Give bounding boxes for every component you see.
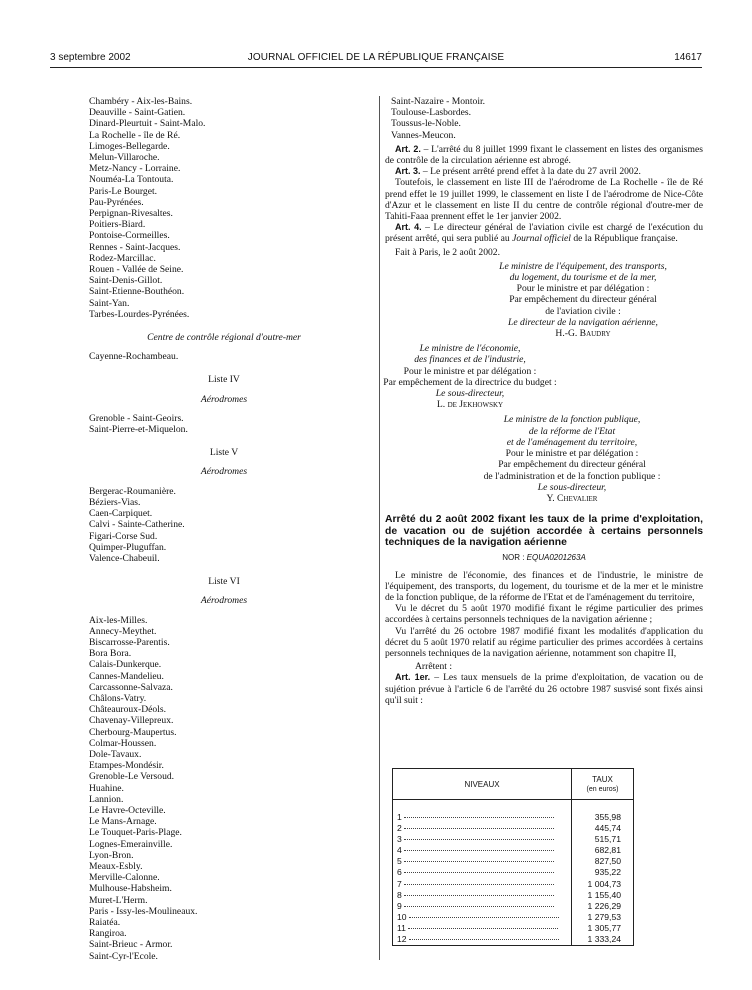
taux-cell: 1 226,29 — [587, 900, 621, 911]
list-item: Saint-Yan. — [89, 297, 130, 309]
list-item: Saint-Nazaire - Montoir. — [391, 96, 486, 107]
list-item: Dinard-Pleurtuit - Saint-Malo. — [89, 118, 206, 130]
taux-cell: 1 155,40 — [587, 889, 621, 900]
list-item: Merville-Calonne. — [89, 872, 160, 884]
list-item: Paris - Issy-les-Moulineaux. — [89, 905, 198, 917]
sig3-line5: Par empêchement du directeur général — [498, 459, 646, 471]
leader-dots — [404, 850, 554, 851]
list-item: Le Touquet-Paris-Plage. — [89, 827, 182, 839]
sig2-line3: Pour le ministre et par délégation : — [403, 365, 537, 377]
sig2-line4: Par empêchement de la directrice du budget : — [383, 376, 557, 388]
niveau-value: 4 — [397, 845, 402, 856]
list-item: Saint-Etienne-Bouthéon. — [89, 286, 185, 298]
list-item: Cherbourg-Maupertus. — [89, 726, 177, 738]
header-journal-title: JOURNAL OFFICIEL DE LA RÉPUBLIQUE FRANÇAISE — [247, 52, 505, 63]
nor-label: NOR : — [502, 553, 527, 563]
list-item: Le Mans-Arnage. — [89, 816, 157, 828]
table-row — [393, 834, 634, 845]
list-item: Tarbes-Lourdes-Pyrénées. — [89, 308, 190, 320]
leader-dots — [404, 817, 554, 818]
list-item: Metz-Nancy - Lorraine. — [89, 163, 181, 175]
col-taux-unit: (en euros) — [586, 785, 619, 793]
niveau-cell — [393, 834, 572, 845]
list-item: Calais-Dunkerque. — [89, 659, 162, 671]
list-item: Saint-Denis-Gillot. — [89, 275, 163, 287]
preamble-ministers: Le ministre de l'économie, des finances et de l'industrie, le ministre de l'équipement, des transports, du logement, du tourisme et de la mer et le ministre de la fonction publique, de la réforme de l'Etat et de l'aménagement du territoire, — [385, 569, 703, 603]
header-date: 3 septembre 2002 — [50, 52, 131, 63]
preamble-vu-decret: Vu le décret du 5 août 1970 modifié fixant le régime particulier des primes accordées à certains personnels techniques de la navigation aérienne ; — [385, 603, 703, 626]
niveau-cell — [393, 845, 572, 856]
niveau-cell — [393, 923, 572, 934]
list-item: Nouméa-La Tontouta. — [89, 174, 174, 186]
article-3 — [385, 166, 703, 177]
sig3-line1: Le ministre de la fonction publique, — [503, 414, 641, 426]
taux-cell: 1 305,77 — [587, 922, 621, 933]
niveau-value: 6 — [397, 867, 402, 878]
list-item: Châteauroux-Déols. — [89, 704, 166, 716]
aerodromes-v-heading: Aérodromes — [200, 466, 248, 478]
article-2-text: – L'arrêté du 8 juillet 1999 fixant le classement en listes des organismes de contrôle de la circulation aérienne est abrogé. — [385, 143, 703, 167]
sig1-name: H.-G. Baudry — [555, 328, 611, 340]
preamble-vu-arrete: Vu l'arrêté du 26 octobre 1987 modifié fixant les modalités d'application du décret du 5 août 1970 relatif au régime particulier des primes accordées à certains personnels techniques de la navigation aérienne, notamment son chapitre II, — [385, 625, 703, 659]
centre-item: Cayenne-Rochambeau. — [89, 351, 179, 363]
leader-dots — [408, 928, 558, 929]
leader-dots — [404, 872, 554, 873]
liste-vi-heading: Liste VI — [208, 576, 240, 588]
taux-cell: 935,22 — [594, 867, 621, 878]
list-item: Grenoble-Le Versoud. — [89, 771, 175, 783]
list-item: Carcassonne-Salvaza. — [89, 681, 173, 693]
list-item: Rennes - Saint-Jacques. — [89, 241, 181, 253]
list-item: Saint-Cyr-l'Ecole. — [89, 950, 158, 962]
niveau-value: 9 — [397, 900, 402, 911]
aerodromes-vi-heading: Aérodromes — [200, 595, 248, 607]
aerodrome-list-v — [89, 486, 359, 564]
list-item: Vannes-Meucon. — [391, 129, 456, 141]
niveau-value: 11 — [397, 922, 406, 933]
list-item: Lannion. — [89, 793, 124, 805]
taux-cell: 355,98 — [594, 812, 621, 822]
niveau-cell — [393, 879, 572, 890]
aerodrome-list-iii-continued — [89, 96, 359, 320]
niveau-value: 10 — [397, 911, 407, 922]
article-1-text: – Les taux mensuels de la prime d'exploitation, de vacation ou de sujétion prévue à l'article 6 de l'arrêté du 26 octobre 1987 susvisé sont fixés ainsi qu'il suit : — [385, 672, 703, 706]
list-item: Bora Bora. — [89, 648, 132, 660]
niveau-cell — [393, 856, 572, 867]
article-3-paragraph-2: Toutefois, le classement en liste III de l'aérodrome de La Rochelle - île de Ré prend effet le 19 juillet 1999, le classement en liste I de l'aérodrome de Nice-Côte d'Azur et le classement en liste II du centre de contrôle régional d'outre-mer de Tahiti-Faaa prennent effet le 1er janvier 2002. — [385, 177, 703, 223]
list-item: Aix-les-Milles. — [89, 614, 148, 626]
header-rule — [50, 67, 702, 68]
niveau-value: 1 — [397, 812, 402, 822]
taux-cell: 515,71 — [594, 834, 621, 845]
list-item: Paris-Le Bourget. — [89, 185, 158, 197]
list-item: Chambéry - Aix-les-Bains. — [89, 96, 193, 107]
sig3-line6: de l'administration et de la fonction publique : — [483, 470, 661, 482]
leader-dots — [404, 906, 554, 907]
niveau-cell — [393, 934, 572, 946]
article-4-label: Art. 4. — [395, 222, 422, 233]
leader-dots — [404, 895, 554, 896]
leader-dots — [404, 839, 554, 840]
niveau-cell — [393, 901, 572, 912]
right-column — [385, 96, 703, 706]
liste-v-heading: Liste V — [209, 447, 239, 459]
leader-dots — [409, 917, 559, 918]
list-item: Melun-Villaroche. — [89, 152, 160, 164]
niveau-cell — [393, 912, 572, 923]
list-item: Saint-Brieuc - Armor. — [89, 939, 173, 951]
list-item: Biscarrosse-Parentis. — [89, 636, 170, 648]
list-item: Colmar-Houssen. — [89, 737, 157, 749]
sig2-line5: Le sous-directeur, — [435, 388, 505, 400]
arretent: Arrêtent : — [415, 661, 453, 673]
signature-block-fonction-publique — [457, 414, 687, 504]
taux-cell: 682,81 — [594, 845, 621, 856]
article-3-label: Art. 3. — [395, 166, 421, 177]
article-2 — [385, 144, 703, 166]
list-item: Perpignan-Rivesaltes. — [89, 208, 173, 220]
aerodrome-list-vi-continued — [385, 96, 703, 141]
fait-a-paris: Fait à Paris, le 2 août 2002. — [395, 246, 500, 258]
list-item: Meaux-Esbly. — [89, 860, 143, 872]
leader-dots — [409, 939, 559, 940]
sig1-line3: Pour le ministre et par délégation : — [516, 283, 650, 295]
col-niveaux-header: NIVEAUX — [393, 769, 572, 800]
table-row — [393, 845, 634, 856]
sig1-line5: de l'aviation civile : — [545, 305, 621, 317]
table-row — [393, 823, 634, 834]
niveau-value: 12 — [397, 934, 407, 945]
niveau-value: 2 — [397, 823, 402, 834]
taux-cell: 445,74 — [594, 823, 621, 834]
list-item: Poitiers-Biard. — [89, 219, 146, 231]
list-item: Rouen - Vallée de Seine. — [89, 264, 184, 276]
col-taux-label: TAUX — [592, 774, 613, 784]
left-column — [89, 96, 359, 962]
list-item: Limoges-Bellegarde. — [89, 140, 170, 152]
nor-reference — [385, 552, 703, 563]
niveau-value: 7 — [397, 878, 402, 889]
list-item: Rodez-Marcillac. — [89, 252, 156, 264]
signature-block-equipement — [483, 261, 683, 339]
table-row — [393, 879, 634, 890]
table-row — [393, 856, 634, 867]
list-item: Chavenay-Villepreux. — [89, 715, 174, 727]
article-4-journal: Journal officiel — [512, 233, 571, 245]
niveau-cell — [393, 867, 572, 878]
list-item: Toulouse-Lasbordes. — [391, 107, 472, 119]
aerodrome-list-iv — [89, 413, 359, 435]
list-item: Calvi - Sainte-Catherine. — [89, 519, 185, 531]
table-row — [393, 812, 634, 823]
list-item: Grenoble - Saint-Geoirs. — [89, 412, 184, 424]
leader-dots — [404, 884, 554, 885]
article-4 — [385, 222, 703, 244]
taux-table-body — [393, 800, 634, 946]
list-item: Châlons-Vatry. — [89, 692, 147, 704]
table-row — [393, 912, 634, 923]
taux-cell: 1 279,53 — [587, 911, 621, 922]
taux-table — [392, 768, 634, 946]
niveau-cell — [393, 890, 572, 901]
sig3-line7: Le sous-directeur, — [537, 481, 607, 493]
table-row — [393, 901, 634, 912]
table-row — [393, 923, 634, 934]
list-item: Huahine. — [89, 782, 124, 794]
list-item: Pau-Pyrénées. — [89, 196, 144, 208]
sig2-line1: Le ministre de l'économie, — [419, 343, 521, 355]
article-3-text: – Le présent arrêté prend effet à la date du 27 avril 2002. — [420, 166, 641, 178]
list-item: Toussus-le-Noble. — [391, 118, 461, 130]
leader-dots — [404, 828, 554, 829]
taux-cell: 1 004,73 — [587, 878, 621, 889]
article-4-end: de la République française. — [570, 233, 678, 245]
list-item: Saint-Pierre-et-Miquelon. — [89, 424, 188, 436]
list-item: Figari-Corse Sud. — [89, 530, 158, 542]
list-item: Etampes-Mondésir. — [89, 760, 164, 772]
sig3-line3: et de l'aménagement du territoire, — [506, 436, 638, 448]
list-item: Cannes-Mandelieu. — [89, 670, 164, 682]
nor-code: EQUA0201263A — [526, 553, 586, 563]
list-item: Rangiroa. — [89, 928, 127, 940]
col-taux-header — [572, 769, 634, 800]
header-page-number: 14617 — [674, 52, 702, 63]
sig1-line6: Le directeur de la navigation aérienne, — [508, 316, 658, 328]
list-item: Le Havre-Octeville. — [89, 804, 166, 816]
sig1-line4: Par empêchement du directeur général — [509, 294, 657, 306]
column-divider — [379, 96, 380, 960]
sig1-line2: du logement, du tourisme et de la mer, — [509, 272, 657, 284]
niveau-value: 8 — [397, 889, 402, 900]
niveau-cell — [393, 812, 572, 823]
list-item: Béziers-Vias. — [89, 496, 141, 508]
list-item: Annecy-Meythet. — [89, 625, 157, 637]
aerodromes-iv-heading: Aérodromes — [200, 393, 248, 405]
list-item: Muret-L'Herm. — [89, 894, 148, 906]
list-item: Quimper-Pluguffan. — [89, 541, 167, 553]
arrete-title: Arrêté du 2 août 2002 fixant les taux de la prime d'exploitation, de vacation ou de sujétion accordée à certains personnels techniques de la navigation aérienne — [385, 514, 703, 548]
centre-heading: Centre de contrôle régional d'outre-mer — [147, 332, 301, 344]
sig2-line2: des finances et de l'industrie, — [414, 354, 526, 366]
article-1-label: Art. 1er. — [395, 672, 431, 683]
list-item: Lyon-Bron. — [89, 849, 134, 861]
leader-dots — [404, 861, 554, 862]
sig3-line4: Pour le ministre et par délégation : — [505, 448, 639, 460]
niveau-value: 3 — [397, 834, 402, 845]
list-item: Bergerac-Roumanière. — [89, 485, 176, 497]
list-item: Caen-Carpiquet. — [89, 508, 153, 520]
aerodrome-list-vi — [89, 615, 359, 962]
table-row — [393, 890, 634, 901]
niveau-cell — [393, 823, 572, 834]
niveau-value: 5 — [397, 856, 402, 867]
list-item: Dole-Tavaux. — [89, 748, 142, 760]
taux-cell: 1 333,24 — [587, 934, 621, 945]
list-item: Valence-Chabeuil. — [89, 552, 160, 564]
article-1 — [385, 672, 703, 706]
page-header — [0, 52, 752, 66]
table-row — [393, 934, 634, 946]
table-row — [393, 867, 634, 878]
sig1-line1: Le ministre de l'équipement, des transports, — [499, 260, 667, 272]
list-item: La Rochelle - île de Ré. — [89, 129, 181, 141]
sig2-name: L. de Jekhowsky — [436, 399, 504, 411]
sig3-name: Y. Chevalier — [546, 492, 598, 504]
taux-cell: 827,50 — [594, 856, 621, 867]
sig3-line2: de la réforme de l'Etat — [528, 425, 616, 437]
liste-iv-heading: Liste IV — [208, 374, 240, 386]
signature-block-economie — [355, 343, 585, 410]
list-item: Deauville - Saint-Gatien. — [89, 107, 186, 119]
list-item: Raiatéa. — [89, 917, 121, 928]
article-4-text: – Le directeur général de l'aviation civile est chargé de l'exécution du présent arrêté, qui sera publié au — [385, 222, 703, 245]
list-item: Pontoise-Cormeilles. — [89, 230, 170, 242]
list-item: Lognes-Emerainville. — [89, 838, 173, 850]
list-item: Mulhouse-Habsheim. — [89, 883, 172, 895]
article-2-label: Art. 2. — [395, 143, 421, 154]
